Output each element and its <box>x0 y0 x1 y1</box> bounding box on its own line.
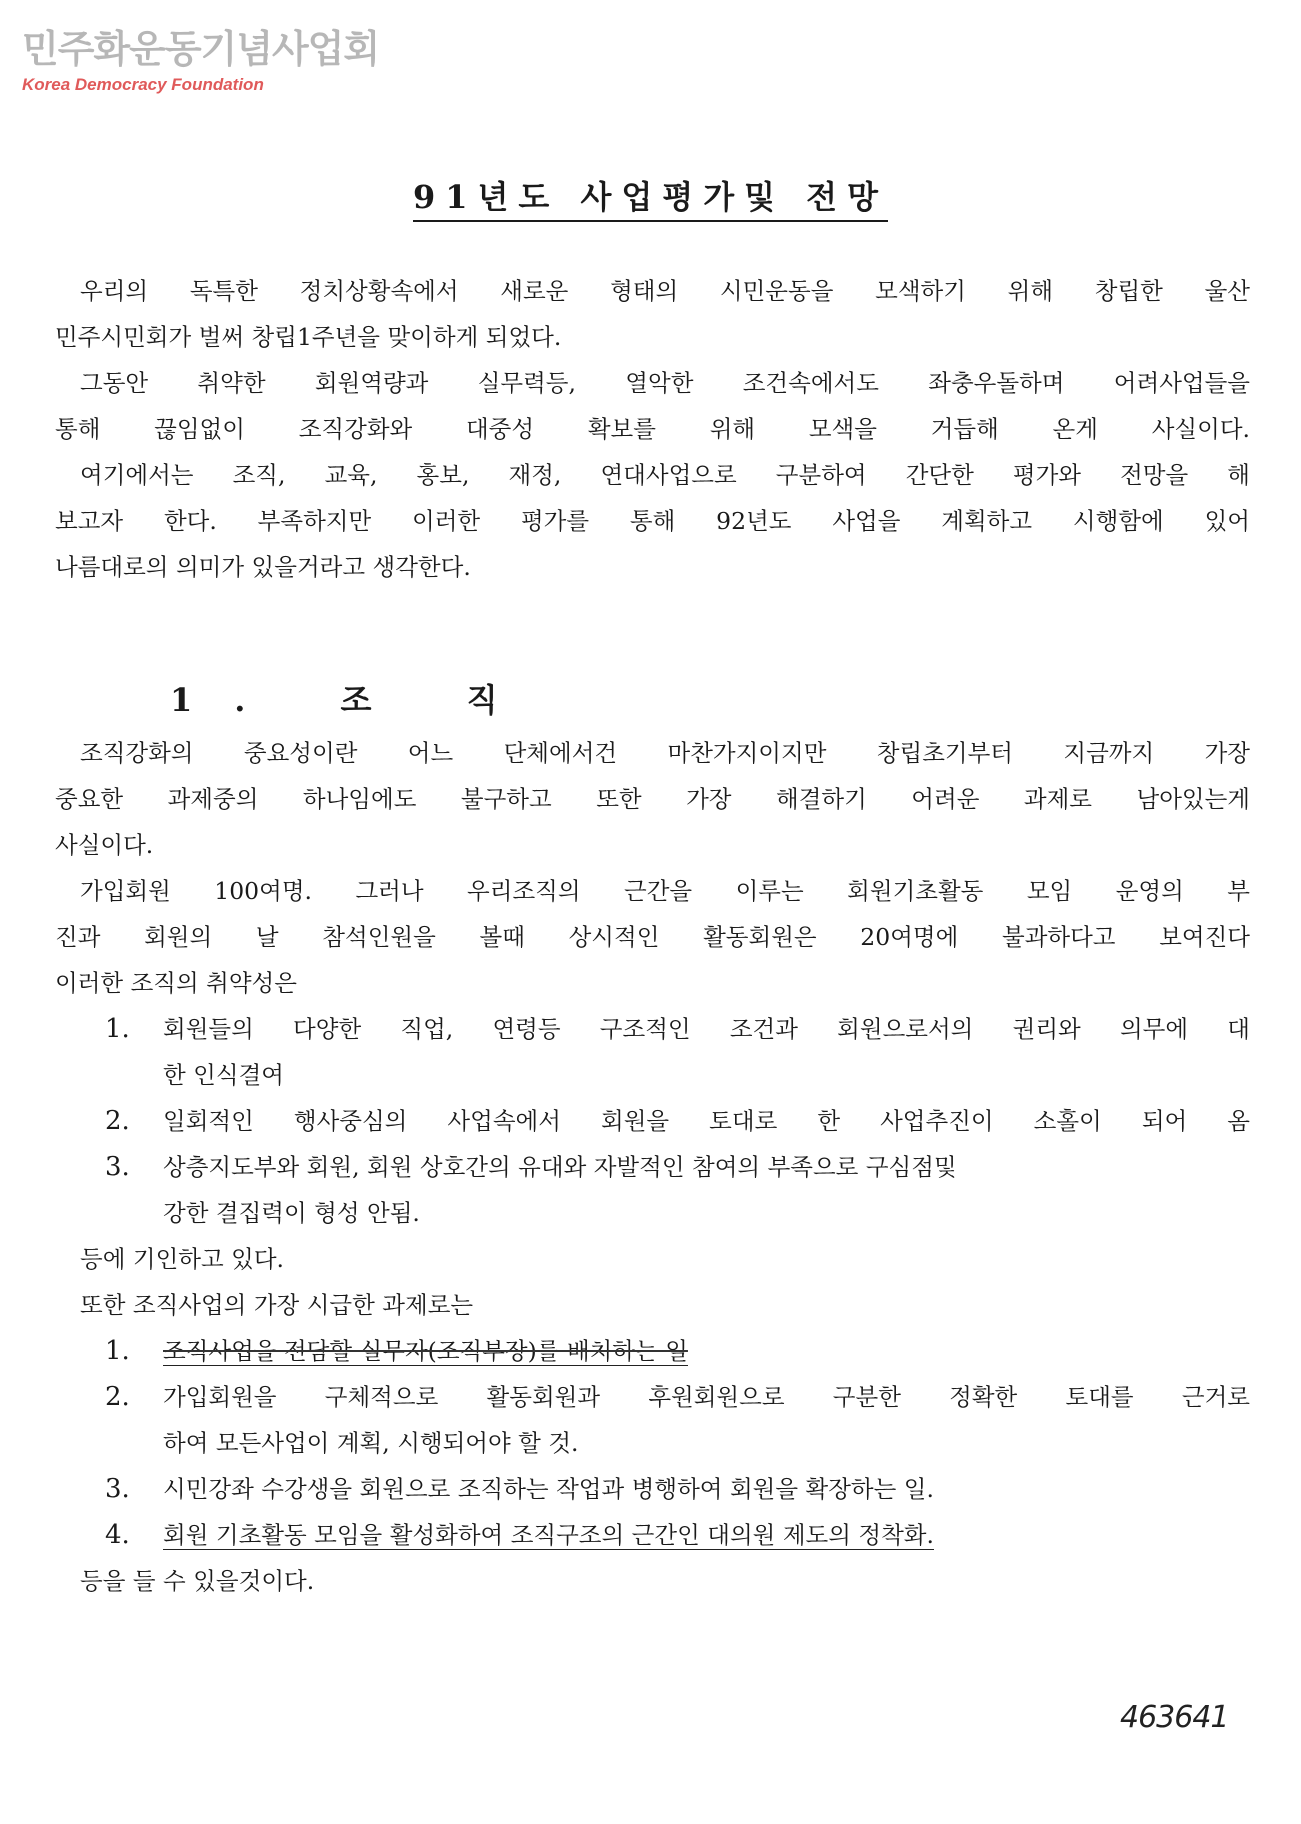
intro-line: 보고자 한다. 부족하지만 이러한 평가를 통해 92년도 사업을 계획하고 시행함에 있어 <box>55 507 1250 535</box>
document-body <box>55 268 1250 1604</box>
section-gap <box>55 590 1250 670</box>
list-item-continuation <box>55 1052 1250 1098</box>
document-number: 463641 <box>1120 1700 1229 1735</box>
list-text: 상층지도부와 회원, 회원 상호간의 유대와 자발적인 참여의 부족으로 구심점및 <box>163 1153 957 1181</box>
list-number: 3. <box>105 1152 130 1182</box>
watermark-english: Korea Democracy Foundation <box>22 75 264 94</box>
list-number: 4. <box>105 1520 130 1550</box>
list-text: 가입회원을 구체적으로 활동회원과 후원회원으로 구분한 정확한 토대를 근거로 <box>163 1383 1250 1411</box>
intro-line: 여기에서는 조직, 교육, 홍보, 재정, 연대사업으로 구분하여 간단한 평가와 전망을 해 <box>80 461 1250 489</box>
list-text: 강한 결집력이 형성 안됨. <box>163 1199 420 1227</box>
body-line: 이러한 조직의 취약성은 <box>55 969 297 997</box>
list-item <box>55 1098 1250 1144</box>
list-number: 1. <box>105 1336 130 1366</box>
intro-line: 민주시민회가 벌써 창립1주년을 맞이하게 되었다. <box>55 323 562 351</box>
list-number: 2. <box>105 1106 130 1136</box>
list-item <box>55 1006 1250 1052</box>
body-line: 또한 조직사업의 가장 시급한 과제로는 <box>80 1291 474 1319</box>
intro-line: 통해 끊임없이 조직강화와 대중성 확보를 위해 모색을 거듭해 온게 사실이다. <box>55 415 1250 443</box>
body-line: 중요한 과제중의 하나임에도 불구하고 또한 가장 해결하기 어려운 과제로 남아있는게 <box>55 785 1250 813</box>
list-text: 시민강좌 수강생을 회원으로 조직하는 작업과 병행하여 회원을 확장하는 일. <box>163 1475 934 1503</box>
section-heading: 1. 조 직 <box>170 681 540 719</box>
list-item <box>55 1512 1250 1558</box>
list-number: 3. <box>105 1474 130 1504</box>
document-title <box>0 172 1301 218</box>
watermark <box>22 18 379 95</box>
list-item <box>55 1328 1250 1374</box>
list-item <box>55 1466 1250 1512</box>
list-text: 회원들의 다양한 직업, 연령등 구조적인 조건과 회원으로서의 권리와 의무에 대 <box>163 1015 1250 1043</box>
list-item <box>55 1374 1250 1420</box>
body-line: 사실이다. <box>55 831 154 859</box>
body-line: 가입회원 100여명. 그러나 우리조직의 근간을 이루는 회원기초활동 모임 운영의 부 <box>80 877 1250 905</box>
list-item-continuation <box>55 1190 1250 1236</box>
body-line: 등에 기인하고 있다. <box>80 1245 285 1273</box>
list-item <box>55 1144 1250 1190</box>
list-text-underlined: 회원 기초활동 모임을 활성화하여 조직구조의 근간인 대의원 제도의 정착화. <box>163 1521 934 1549</box>
body-line: 진과 회원의 날 참석인원을 볼때 상시적인 활동회원은 20여명에 불과하다고 보여진다 <box>55 923 1250 951</box>
list-text: 하여 모든사업이 계획, 시행되어야 할 것. <box>163 1429 579 1457</box>
list-text: 일회적인 행사중심의 사업속에서 회원을 토대로 한 사업추진이 소홀이 되어 옴 <box>163 1107 1250 1135</box>
watermark-korean: 민주화운동기념사업회 <box>22 27 380 71</box>
list-number: 2. <box>105 1382 130 1412</box>
document-title-text: 91년도 사업평가및 전망 <box>413 178 888 222</box>
list-text-underlined: 조직사업을 전담할 실무자(조직부장)를 배치하는 일 <box>163 1337 688 1365</box>
list-number: 1. <box>105 1014 130 1044</box>
list-text: 한 인식결여 <box>163 1061 284 1089</box>
body-line: 조직강화의 중요성이란 어느 단체에서건 마찬가지이지만 창립초기부터 지금까지 가장 <box>80 739 1250 767</box>
body-line: 등을 들 수 있을것이다. <box>80 1567 315 1595</box>
intro-line: 우리의 독특한 정치상황속에서 새로운 형태의 시민운동을 모색하기 위해 창립한 울산 <box>80 277 1250 305</box>
intro-line: 그동안 취약한 회원역량과 실무력등, 열악한 조건속에서도 좌충우돌하며 어려사업들을 <box>80 369 1250 397</box>
list-item-continuation <box>55 1420 1250 1466</box>
intro-line: 나름대로의 의미가 있을거라고 생각한다. <box>55 553 471 581</box>
